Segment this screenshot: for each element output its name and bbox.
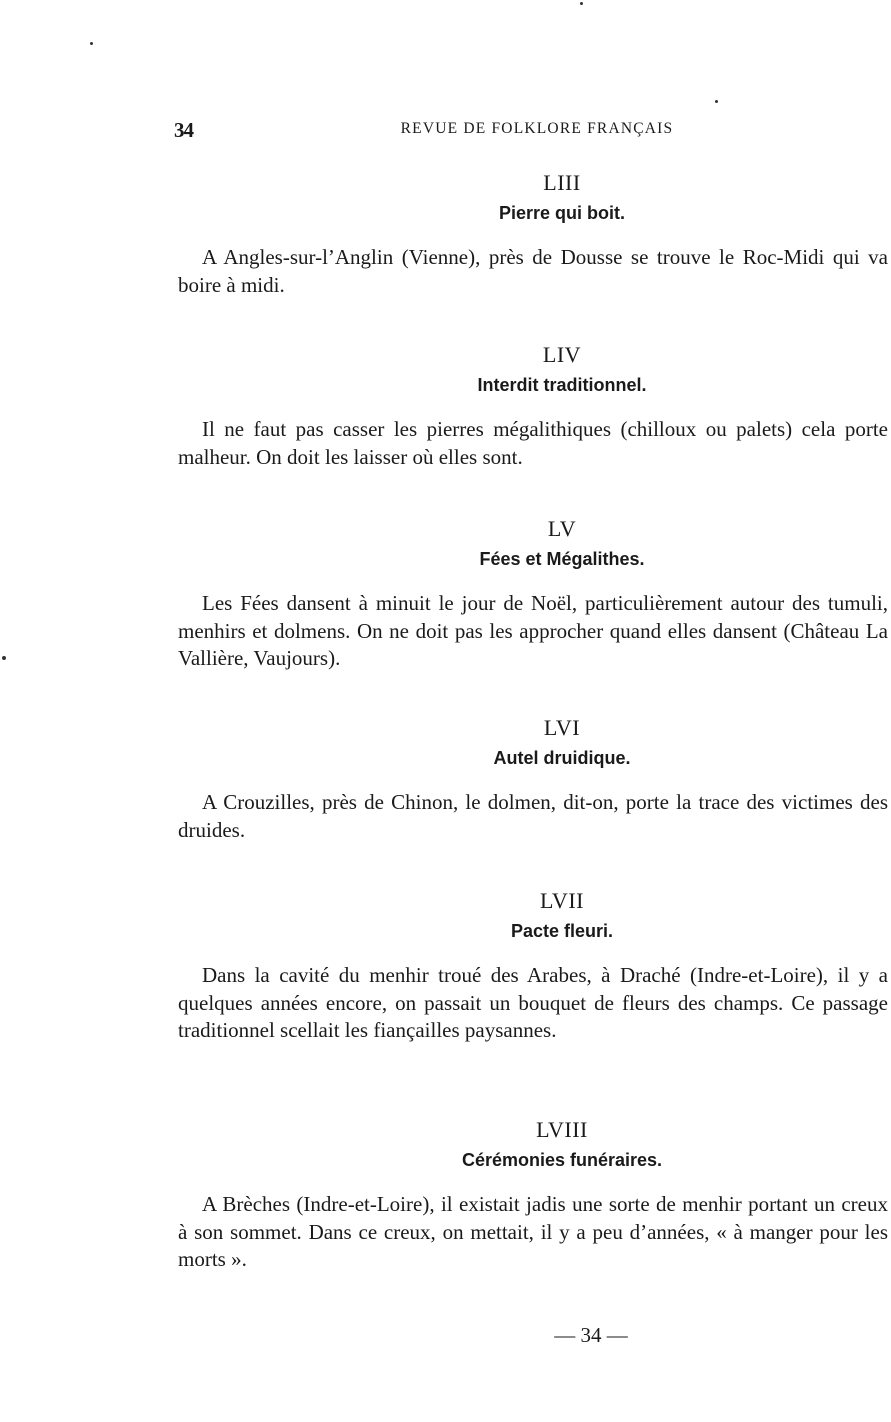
section-heading: Pacte fleuri. [510, 921, 614, 941]
section-numeral: LIII [543, 170, 581, 195]
section-liv [178, 340, 888, 492]
section-body: Dans la cavité du menhir troué des Arabes, à Draché (Indre-et-Loire), il y a quelques années encore, on passait un bouquet de fleurs des champs. Ce passage traditionnel scellait les fiançailles paysannes. [178, 963, 888, 1042]
section-heading: Pierre qui boit. [498, 203, 626, 223]
section-numeral: LVII [540, 888, 584, 913]
page-folio: — 34 — [554, 1323, 628, 1347]
section-lvii [178, 886, 888, 1066]
section-body: Les Fées dansent à minuit le jour de Noël, particulièrement autour des tumuli, menhirs et dolmens. On ne doit pas les approcher quand elles dansent (Château La Vallière, Vaujours). [178, 591, 888, 670]
section-body: Il ne faut pas casser les pierres mégalithiques (chilloux ou palets) cela porte malheur. On doit les laisser où elles sont. [178, 417, 888, 469]
scan-speck [90, 42, 93, 45]
section-heading: Fées et Mégalithes. [479, 549, 645, 569]
section-heading: Cérémonies funéraires. [461, 1150, 663, 1170]
scan-speck [2, 656, 6, 660]
running-head [172, 118, 888, 142]
section-numeral: LV [547, 516, 577, 541]
section-liii [178, 168, 888, 320]
section-lv [178, 514, 888, 694]
section-numeral: LVI [543, 715, 581, 740]
section-lvi [178, 713, 888, 865]
scan-speck [580, 2, 583, 5]
section-heading: Interdit traditionnel. [477, 375, 647, 395]
header-page-number: 34 [174, 118, 193, 142]
section-body: A Crouzilles, près de Chinon, le dolmen, dit-on, porte la trace des victimes des druides. [178, 790, 888, 842]
section-lviii [178, 1115, 888, 1295]
section-heading: Autel druidique. [493, 748, 631, 768]
scan-speck [715, 100, 718, 103]
section-numeral: LVIII [536, 1117, 588, 1142]
journal-title: REVUE DE FOLKLORE FRANÇAIS [400, 120, 674, 137]
section-numeral: LIV [542, 342, 582, 367]
section-body: A Brèches (Indre-et-Loire), il existait jadis une sorte de menhir portant un creux à son sommet. Dans ce creux, on mettait, il y a peu d’années, « à manger pour les morts ». [178, 1192, 888, 1271]
section-body: A Angles-sur-l’Anglin (Vienne), près de Dousse se trouve le Roc-Midi qui va boire à midi. [178, 245, 888, 297]
